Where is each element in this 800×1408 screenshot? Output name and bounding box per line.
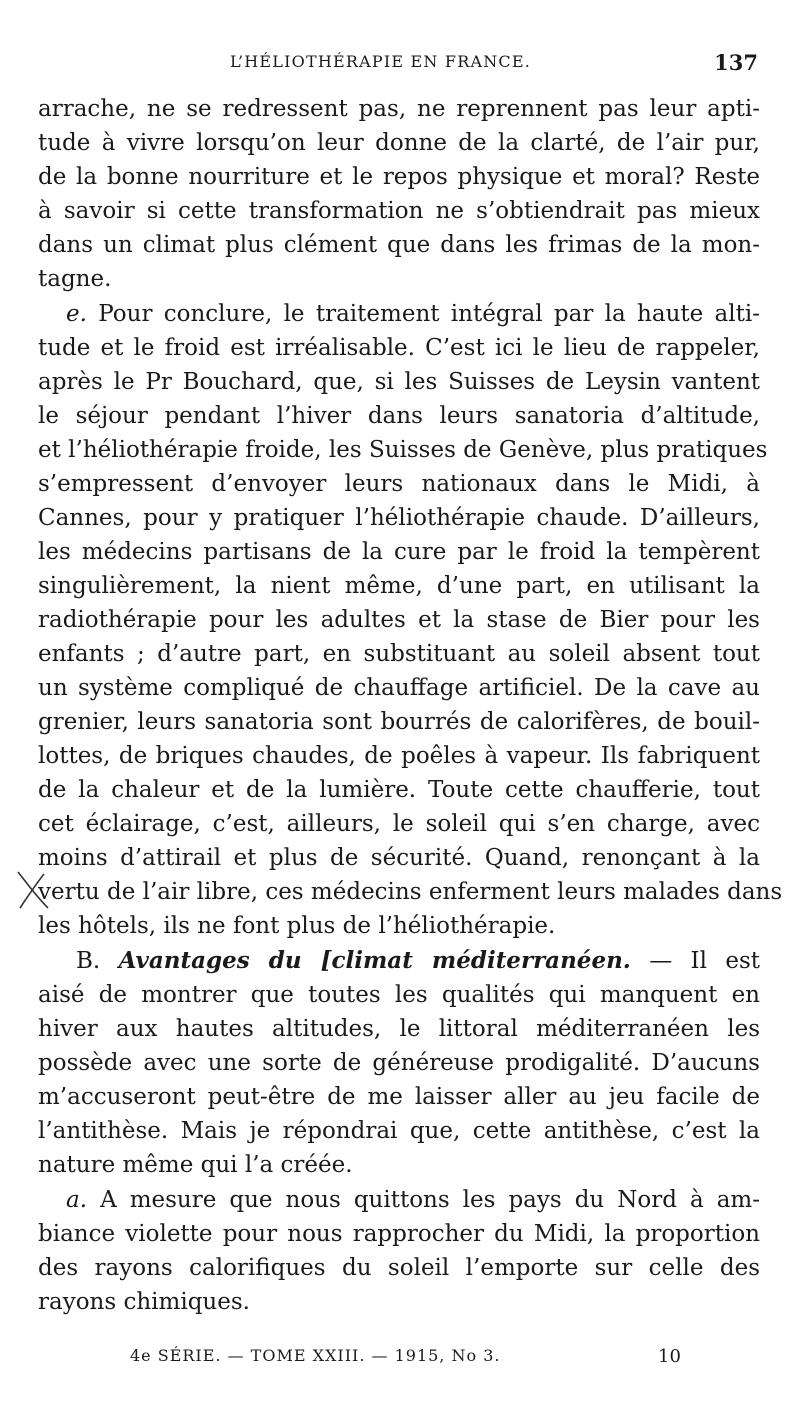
text-line: l’antithèse. Mais je répondrai que, cette antithèse, c’est la: [38, 1118, 760, 1144]
text-line: vertu de l’air libre, ces médecins enferment leurs malades dans: [38, 879, 783, 905]
text-line: nature même qui l’a créée.: [38, 1152, 353, 1178]
running-head: [30, 52, 770, 80]
paragraph-marker-a: a.: [66, 1187, 88, 1213]
text-line: — Il est: [649, 948, 761, 974]
text-line: Pour conclure, le traitement intégral par la haute alti-: [98, 301, 760, 327]
text-line: radiothérapie pour les adultes et la stase de Bier pour les: [38, 607, 760, 633]
footer-series: 4e SÉRIE. — TOME XXIII. — 1915, No 3.: [130, 1346, 501, 1365]
text-line: à savoir si cette transformation ne s’obtiendrait pas mieux: [38, 198, 760, 224]
text-line: lottes, de briques chaudes, de poêles à vapeur. Ils fabriquent: [38, 743, 760, 769]
section-title: Avantages du [climat méditerranéen.: [118, 947, 631, 974]
text-line: après le Pr Bouchard, que, si les Suisses de Leysin vantent: [38, 369, 760, 395]
text-line: singulièrement, la nient même, d’une part, en utilisant la: [38, 573, 760, 599]
text-line: aisé de montrer que toutes les qualités qui manquent en: [38, 982, 760, 1008]
text-line: biance violette pour nous rapprocher du Midi, la proportion: [38, 1221, 760, 1247]
text-line: grenier, leurs sanatoria sont bourrés de calorifères, de bouil-: [38, 709, 760, 735]
text-line: possède avec une sorte de généreuse prodigalité. D’aucuns: [38, 1050, 760, 1076]
text-line: le séjour pendant l’hiver dans leurs sanatoria d’altitude,: [38, 403, 760, 429]
text-line: de la bonne nourriture et le repos physique et moral? Reste: [38, 164, 760, 190]
text-line: et l’héliothérapie froide, les Suisses de Genève, plus pratiques: [38, 437, 768, 463]
text-line: tagne.: [38, 266, 112, 292]
text-line: les hôtels, ils ne font plus de l’héliothérapie.: [38, 913, 556, 939]
running-title: L’HÉLIOTHÉRAPIE EN FRANCE.: [230, 52, 532, 71]
page-number: 137: [714, 50, 758, 75]
text-line: des rayons calorifiques du soleil l’emporte sur celle des: [38, 1255, 760, 1281]
text-line: cet éclairage, c’est, ailleurs, le soleil qui s’en charge, avec: [38, 811, 760, 837]
text-line: s’empressent d’envoyer leurs nationaux dans le Midi, à: [38, 471, 760, 497]
text-line: tude et le froid est irréalisable. C’est ici le lieu de rappeler,: [38, 335, 760, 361]
paragraph-e-first-line: [66, 297, 760, 331]
text-line: enfants ; d’autre part, en substituant au soleil absent tout: [38, 641, 760, 667]
text-line: m’accuseront peut-être de me laisser aller au jeu facile de: [38, 1084, 760, 1110]
text-line: tude à vivre lorsqu’on leur donne de la clarté, de l’air pur,: [38, 130, 760, 156]
section-heading-line: [76, 944, 760, 978]
text-line: A mesure que nous quittons les pays du Nord à am-: [100, 1187, 760, 1213]
text-line: rayons chimiques.: [38, 1289, 250, 1315]
paragraph-a-first-line: [66, 1183, 760, 1217]
text-line: Cannes, pour y pratiquer l’héliothérapie chaude. D’ailleurs,: [38, 505, 760, 531]
text-line: moins d’attirail et plus de sécurité. Quand, renonçant à la: [38, 845, 760, 871]
page-footer: [30, 1346, 770, 1372]
text-line: de la chaleur et de la lumière. Toute cette chaufferie, tout: [38, 777, 760, 803]
body-text: [38, 92, 783, 1347]
text-line: les médecins partisans de la cure par le froid la tempèrent: [38, 539, 760, 565]
text-line: arrache, ne se redressent pas, ne reprennent pas leur apti-: [38, 96, 760, 122]
text-line: dans un climat plus clément que dans les frimas de la mon-: [38, 232, 760, 258]
footer-sheet-number: 10: [658, 1346, 681, 1367]
text-line: hiver aux hautes altitudes, le littoral méditerranéen les: [38, 1016, 760, 1042]
paragraph-marker-e: e.: [66, 301, 87, 327]
text-line: un système compliqué de chauffage artificiel. De la cave au: [38, 675, 760, 701]
section-letter: B.: [76, 948, 101, 974]
